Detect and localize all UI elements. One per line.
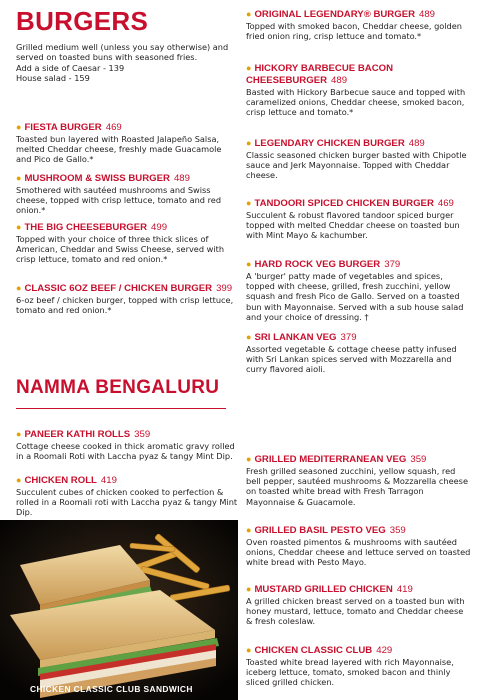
item-name: CHICKEN ROLL <box>24 475 97 486</box>
menu-item-chicken-roll <box>16 474 238 518</box>
item-price: 399 <box>216 283 233 294</box>
item-price: 469 <box>437 198 454 209</box>
item-name: SRI LANKAN VEG <box>254 332 337 343</box>
item-description: Fresh grilled seasoned zucchini, yellow squash, red bell pepper, sautéed mushrooms & Mozzarella cheese on toasted white bread with Fresh Tarragon Mayonnaise & Guacamole. <box>246 466 468 507</box>
menu-item-big-cheeseburger <box>16 221 238 265</box>
item-description: Classic seasoned chicken burger basted with Chipotle sauce and Jerk Mayonnaise. Topped with Cheddar cheese. <box>246 150 467 181</box>
bullet-icon: ● <box>16 222 22 232</box>
item-name: LEGENDARY CHICKEN BURGER <box>254 138 405 149</box>
item-description: A grilled chicken breast served on a toasted bun with honey mustard, lettuce, tomato and Cheddar cheese & fresh coleslaw. <box>246 596 465 627</box>
bullet-icon: ● <box>246 138 252 148</box>
item-description: Topped with your choice of three thick slices of American, Cheddar and Swiss Cheese, served with crisp lettuce, tomato and red onion.* <box>16 234 225 265</box>
sandwich-photo <box>0 520 238 700</box>
menu-item-sri-lankan-veg <box>246 331 472 375</box>
item-description: 6-oz beef / chicken burger, topped with crisp lettuce, tomato and red onion.* <box>16 295 234 316</box>
item-price: 469 <box>105 122 122 133</box>
item-price: 379 <box>340 332 357 343</box>
item-name: MUSTARD GRILLED CHICKEN <box>254 584 393 595</box>
menu-item-chicken-classic-club <box>246 644 472 688</box>
menu-item-hard-rock-veg <box>246 258 472 322</box>
bullet-icon: ● <box>246 63 252 73</box>
item-name: CHICKEN CLASSIC CLUB <box>254 645 373 656</box>
intro-line: Grilled medium well (unless you say otherwise) and served on toasted buns with seasoned fries. <box>16 42 229 63</box>
item-name: THE BIG CHEESEBURGER <box>24 222 148 233</box>
item-name: ORIGINAL LEGENDARY® BURGER <box>254 9 416 20</box>
item-description: Basted with Hickory Barbecue sauce and topped with caramelized onions, Cheddar cheese, smoked bacon, crisp lettuce and tomato.* <box>246 87 466 118</box>
item-price: 499 <box>151 222 168 233</box>
item-name: GRILLED MEDITERRANEAN VEG <box>254 454 407 465</box>
bullet-icon: ● <box>246 454 252 464</box>
item-price: 429 <box>376 645 393 656</box>
burgers-intro <box>16 42 236 83</box>
intro-line: House salad - 159 <box>16 72 90 83</box>
intro-line: Add a side of Caesar - 139 <box>16 62 125 73</box>
menu-item-grilled-mediterranean-veg <box>246 453 472 507</box>
item-description: Toasted bun layered with Roasted Jalapeño Salsa, melted Cheddar cheese, freshly made Guacamole and Pico de Gallo.* <box>16 134 222 165</box>
item-price: 379 <box>384 259 401 270</box>
club-sandwich-image <box>0 520 238 700</box>
bullet-icon: ● <box>246 198 252 208</box>
item-price: 359 <box>389 525 406 536</box>
item-price: 489 <box>173 173 190 184</box>
bullet-icon: ● <box>246 9 252 19</box>
item-name: MUSHROOM & SWISS BURGER <box>24 173 170 184</box>
menu-item-hickory-bbq <box>246 62 472 118</box>
menu-item-mushroom-swiss <box>16 172 238 216</box>
item-description: A 'burger' patty made of vegetables and spices, topped with cheese, grilled, fresh zucchini, yellow squash and fresh Pico de Gallo. Served on a toasted bun with Mayonnaise. Served with a sub house salad and your choice of dressing. † <box>246 271 464 322</box>
item-name: TANDOORI SPICED CHICKEN BURGER <box>254 198 434 209</box>
section-divider <box>16 408 226 409</box>
item-price: 489 <box>419 9 436 20</box>
menu-item-mustard-grilled-chicken <box>246 583 472 627</box>
menu-item-paneer-kathi-rolls <box>16 428 238 461</box>
item-name: HICKORY BARBECUE BACON CHEESEBURGER <box>246 63 394 86</box>
item-price: 489 <box>331 75 348 86</box>
section-title-namma-bengaluru: NAMMA BENGALURU <box>16 377 220 398</box>
item-name: HARD ROCK VEG BURGER <box>254 259 381 270</box>
bullet-icon: ● <box>16 475 22 485</box>
menu-item-classic-6oz <box>16 282 238 315</box>
menu-item-fiesta <box>16 121 238 165</box>
bullet-icon: ● <box>16 122 22 132</box>
item-name: PANEER KATHI ROLLS <box>24 429 131 440</box>
item-description: Cottage cheese cooked in thick aromatic gravy rolled in a Roomali Roti with Laccha pyaz & tangy Mint Dip. <box>16 441 235 462</box>
item-price: 489 <box>408 138 425 149</box>
item-name: GRILLED BASIL PESTO VEG <box>254 525 386 536</box>
item-description: Oven roasted pimentos & mushrooms with sautéed onions, Cheddar cheese and lettuce served on toasted white bread with Pesto Mayo. <box>246 537 471 568</box>
menu-item-tandoori-chicken <box>246 197 472 241</box>
item-price: 359 <box>134 429 151 440</box>
item-price: 419 <box>100 475 117 486</box>
menu-item-legendary-chicken <box>246 137 472 181</box>
item-name: CLASSIC 6OZ BEEF / CHICKEN BURGER <box>24 283 213 294</box>
section-title-burgers: BURGERS <box>16 6 149 36</box>
bullet-icon: ● <box>246 645 252 655</box>
bullet-icon: ● <box>16 429 22 439</box>
bullet-icon: ● <box>16 173 22 183</box>
item-description: Assorted vegetable & cottage cheese patty infused with Sri Lankan spices served with Mozzarella and curry flavored aioli. <box>246 344 457 375</box>
item-description: Topped with smoked bacon, Cheddar cheese, golden fried onion ring, crisp lettuce and tomato.* <box>246 21 462 42</box>
item-description: Toasted white bread layered with rich Mayonnaise, iceberg lettuce, tomato, smoked bacon and thinly sliced grilled chicken. <box>246 657 454 688</box>
bullet-icon: ● <box>246 584 252 594</box>
bullet-icon: ● <box>246 525 252 535</box>
menu-item-grilled-basil-pesto-veg <box>246 524 472 568</box>
bullet-icon: ● <box>16 283 22 293</box>
bullet-icon: ● <box>246 259 252 269</box>
photo-caption: CHICKEN CLASSIC CLUB SANDWICH <box>30 684 193 694</box>
bullet-icon: ● <box>246 332 252 342</box>
item-description: Succulent & robust flavored tandoor spiced burger topped with melted Cheddar cheese on toasted bun with Mint Mayo & kachumber. <box>246 210 460 241</box>
item-description: Smothered with sautéed mushrooms and Swiss cheese, topped with crisp lettuce, tomato and red onion.* <box>16 185 222 216</box>
item-price: 419 <box>396 584 413 595</box>
item-name: FIESTA BURGER <box>24 122 102 133</box>
item-price: 359 <box>410 454 427 465</box>
item-description: Succulent cubes of chicken cooked to perfection & rolled in a Roomali roti with Laccha pyaz & tangy Mint Dip. <box>16 487 238 518</box>
menu-item-original-legendary <box>246 8 472 41</box>
